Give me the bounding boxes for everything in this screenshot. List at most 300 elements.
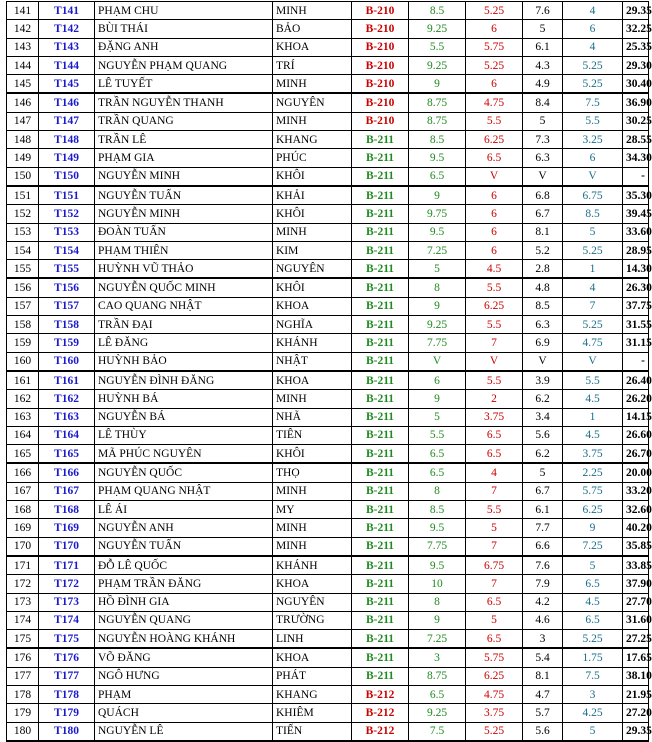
row-number: 161: [7, 371, 39, 390]
exam-room: B-210: [352, 112, 409, 130]
last-middle-name: HỒ ĐÌNH GIA: [95, 593, 273, 611]
row-number: 148: [7, 131, 39, 149]
score-2: 6.5: [466, 445, 523, 464]
score-4: V: [563, 352, 623, 371]
table-row: [7, 556, 649, 575]
exam-room: B-212: [352, 722, 409, 741]
row-number: 180: [7, 722, 39, 741]
score-1: 6.5: [409, 167, 466, 186]
score-4: 6.5: [563, 611, 623, 629]
row-number: 173: [7, 593, 39, 611]
exam-room: B-211: [352, 278, 409, 297]
score-3: 7.7: [523, 519, 563, 537]
last-middle-name: TRẦN ĐẠI: [95, 316, 273, 334]
first-name: KHÔI: [273, 445, 352, 464]
score-1: 9.25: [409, 704, 466, 722]
total-score: 35.85: [623, 537, 649, 556]
last-middle-name: PHẠM QUANG NHẬT: [95, 482, 273, 500]
score-2: 7: [466, 575, 523, 593]
score-4: 6.5: [563, 575, 623, 593]
score-3: 4.3: [523, 56, 563, 74]
table-row: [7, 167, 649, 186]
score-3: 8.5: [523, 297, 563, 315]
score-2: 5.75: [466, 38, 523, 56]
total-score: 39.45: [623, 205, 649, 223]
table-row: [7, 501, 649, 519]
table-row: [7, 56, 649, 74]
total-score: 29.35: [623, 722, 649, 741]
total-score: 28.95: [623, 241, 649, 259]
score-1: 8: [409, 278, 466, 297]
total-score: 26.30: [623, 278, 649, 297]
total-score: 38.10: [623, 667, 649, 685]
score-4: 3: [563, 685, 623, 703]
score-4: 7.25: [563, 537, 623, 556]
score-4: 1: [563, 260, 623, 279]
score-2: V: [466, 352, 523, 371]
student-id: T172: [39, 575, 95, 593]
total-score: 40.20: [623, 519, 649, 537]
exam-room: B-211: [352, 463, 409, 482]
total-score: 31.60: [623, 611, 649, 629]
score-3: 5.2: [523, 241, 563, 259]
table-row: [7, 648, 649, 667]
table-row: [7, 667, 649, 685]
score-3: 7.6: [523, 2, 563, 20]
exam-room: B-210: [352, 93, 409, 112]
score-3: 3.9: [523, 371, 563, 390]
first-name: KHOA: [273, 575, 352, 593]
last-middle-name: NGUYỄN TUẤN: [95, 186, 273, 205]
last-middle-name: NGUYỄN MINH: [95, 167, 273, 186]
score-1: 9: [409, 75, 466, 94]
student-id: T159: [39, 334, 95, 352]
row-number: 144: [7, 56, 39, 74]
table-row: [7, 223, 649, 241]
exam-room: B-212: [352, 704, 409, 722]
total-score: -: [623, 352, 649, 371]
score-1: 7.5: [409, 722, 466, 741]
total-score: 28.55: [623, 131, 649, 149]
score-1: 8.5: [409, 2, 466, 20]
last-middle-name: NGUYỄN TUẤN: [95, 537, 273, 556]
score-1: 5.5: [409, 38, 466, 56]
first-name: PHÁT: [273, 667, 352, 685]
first-name: NHẬT: [273, 352, 352, 371]
exam-room: B-212: [352, 685, 409, 703]
row-number: 164: [7, 426, 39, 444]
total-score: 32.60: [623, 501, 649, 519]
last-middle-name: NGUYỄN QUANG: [95, 611, 273, 629]
score-1: 9: [409, 390, 466, 408]
score-2: 4.75: [466, 93, 523, 112]
first-name: KHIÊM: [273, 704, 352, 722]
score-3: 7.9: [523, 575, 563, 593]
last-middle-name: VÕ ĐĂNG: [95, 648, 273, 667]
total-score: 26.60: [623, 426, 649, 444]
score-2: 5.25: [466, 722, 523, 741]
score-1: 8.75: [409, 93, 466, 112]
student-id: T154: [39, 241, 95, 259]
score-1: 7.25: [409, 630, 466, 649]
row-number: 141: [7, 2, 39, 20]
exam-room: B-211: [352, 334, 409, 352]
score-1: 9: [409, 186, 466, 205]
total-score: 14.15: [623, 408, 649, 426]
score-1: 9.75: [409, 205, 466, 223]
last-middle-name: LÊ TUYẾT: [95, 75, 273, 94]
score-3: 7.6: [523, 556, 563, 575]
score-1: 9.25: [409, 56, 466, 74]
last-middle-name: PHẠM CHU: [95, 2, 273, 20]
score-1: 5: [409, 260, 466, 279]
first-name: LINH: [273, 630, 352, 649]
student-id: T153: [39, 223, 95, 241]
first-name: MINH: [273, 390, 352, 408]
table-row: [7, 482, 649, 500]
score-1: 7.25: [409, 241, 466, 259]
first-name: KHÁNH: [273, 556, 352, 575]
student-id: T143: [39, 38, 95, 56]
last-middle-name: NGUYỄN LÊ: [95, 722, 273, 741]
row-number: 149: [7, 149, 39, 167]
score-4: 7: [563, 297, 623, 315]
score-4: 6: [563, 149, 623, 167]
total-score: 27.70: [623, 593, 649, 611]
table-row: [7, 93, 649, 112]
first-name: KHÔI: [273, 205, 352, 223]
score-table: [6, 1, 652, 742]
total-score: 33.60: [623, 223, 649, 241]
score-3: 6.1: [523, 38, 563, 56]
total-score: 36.90: [623, 93, 649, 112]
score-1: 9.5: [409, 519, 466, 537]
row-number: 155: [7, 260, 39, 279]
table-row: [7, 371, 649, 390]
exam-room: B-211: [352, 205, 409, 223]
total-score: 31.15: [623, 334, 649, 352]
last-middle-name: PHẠM TRẦN ĐĂNG: [95, 575, 273, 593]
row-number: 151: [7, 186, 39, 205]
last-middle-name: PHẠM THIÊN: [95, 241, 273, 259]
score-1: 9.25: [409, 316, 466, 334]
score-4: 2.25: [563, 463, 623, 482]
score-4: 8.5: [563, 205, 623, 223]
student-id: T162: [39, 390, 95, 408]
table-row: [7, 278, 649, 297]
score-3: 5.6: [523, 722, 563, 741]
score-3: 6.1: [523, 501, 563, 519]
score-1: 8: [409, 482, 466, 500]
row-number: 152: [7, 205, 39, 223]
student-id: T158: [39, 316, 95, 334]
first-name: PHÚC: [273, 149, 352, 167]
score-4: 6.75: [563, 186, 623, 205]
score-3: 6.8: [523, 186, 563, 205]
table-row: [7, 593, 649, 611]
first-name: KHÔI: [273, 278, 352, 297]
score-2: 6.25: [466, 297, 523, 315]
score-3: V: [523, 352, 563, 371]
table-row: [7, 241, 649, 259]
first-name: BẢO: [273, 20, 352, 38]
score-3: 6.7: [523, 205, 563, 223]
student-id: T161: [39, 371, 95, 390]
student-id: T173: [39, 593, 95, 611]
score-2: 5.75: [466, 648, 523, 667]
first-name: MINH: [273, 519, 352, 537]
score-2: 3.75: [466, 408, 523, 426]
last-middle-name: TRẦN NGUYỄN THANH: [95, 93, 273, 112]
score-1: 5.5: [409, 426, 466, 444]
score-1: 6: [409, 371, 466, 390]
first-name: KHÁNH: [273, 334, 352, 352]
score-4: 4.75: [563, 334, 623, 352]
score-4: 7.5: [563, 667, 623, 685]
table-row: [7, 2, 649, 20]
student-id: T179: [39, 704, 95, 722]
row-number: 150: [7, 167, 39, 186]
score-2: 5.5: [466, 316, 523, 334]
score-2: 5.5: [466, 112, 523, 130]
first-name: MINH: [273, 537, 352, 556]
table-row: [7, 630, 649, 649]
table-row: [7, 352, 649, 371]
last-middle-name: TRẦN QUANG: [95, 112, 273, 130]
table-row: [7, 426, 649, 444]
score-3: 6.2: [523, 445, 563, 464]
score-3: 6.6: [523, 537, 563, 556]
total-score: 21.95: [623, 685, 649, 703]
score-2: 4: [466, 463, 523, 482]
total-score: 37.75: [623, 297, 649, 315]
row-number: 146: [7, 93, 39, 112]
exam-room: B-211: [352, 648, 409, 667]
exam-room: B-211: [352, 371, 409, 390]
first-name: KHANG: [273, 131, 352, 149]
score-2: 6.25: [466, 667, 523, 685]
first-name: KHOA: [273, 297, 352, 315]
last-middle-name: ĐOÀN TUẤN: [95, 223, 273, 241]
score-3: 6.7: [523, 482, 563, 500]
score-4: 1.75: [563, 648, 623, 667]
student-id: T150: [39, 167, 95, 186]
score-3: 5: [523, 463, 563, 482]
row-number: 169: [7, 519, 39, 537]
row-number: 174: [7, 611, 39, 629]
score-2: 2: [466, 390, 523, 408]
score-3: 8.1: [523, 667, 563, 685]
exam-room: B-211: [352, 445, 409, 464]
score-4: 5.25: [563, 241, 623, 259]
score-1: 8.75: [409, 667, 466, 685]
total-score: 26.40: [623, 371, 649, 390]
student-id: T155: [39, 260, 95, 279]
table-row: [7, 685, 649, 703]
student-id: T147: [39, 112, 95, 130]
score-2: 5.25: [466, 56, 523, 74]
table-row: [7, 75, 649, 94]
student-id: T170: [39, 537, 95, 556]
total-score: 26.70: [623, 445, 649, 464]
score-4: 5: [563, 722, 623, 741]
score-4: 5: [563, 223, 623, 241]
score-2: 6: [466, 20, 523, 38]
score-3: 6.3: [523, 316, 563, 334]
total-score: 30.25: [623, 112, 649, 130]
score-3: 6.9: [523, 334, 563, 352]
row-number: 167: [7, 482, 39, 500]
student-id: T169: [39, 519, 95, 537]
table-row: [7, 20, 649, 38]
first-name: TRƯỜNG: [273, 611, 352, 629]
first-name: KHOA: [273, 38, 352, 56]
exam-room: B-211: [352, 390, 409, 408]
row-number: 145: [7, 75, 39, 94]
score-4: 6.25: [563, 501, 623, 519]
exam-room: B-211: [352, 593, 409, 611]
last-middle-name: NGÔ HƯNG: [95, 667, 273, 685]
exam-room: B-210: [352, 20, 409, 38]
first-name: KIM: [273, 241, 352, 259]
first-name: NGUYÊN: [273, 93, 352, 112]
student-id: T163: [39, 408, 95, 426]
row-number: 147: [7, 112, 39, 130]
table-row: [7, 611, 649, 629]
score-1: 9.25: [409, 20, 466, 38]
student-id: T168: [39, 501, 95, 519]
score-4: 5.25: [563, 630, 623, 649]
last-middle-name: LÊ ĐĂNG: [95, 334, 273, 352]
exam-room: B-211: [352, 352, 409, 371]
exam-room: B-211: [352, 149, 409, 167]
last-middle-name: NGUYỄN QUỐC: [95, 463, 273, 482]
total-score: 27.20: [623, 704, 649, 722]
last-middle-name: LÊ ÁI: [95, 501, 273, 519]
exam-room: B-211: [352, 426, 409, 444]
row-number: 166: [7, 463, 39, 482]
row-number: 156: [7, 278, 39, 297]
exam-room: B-210: [352, 56, 409, 74]
score-2: 6: [466, 205, 523, 223]
first-name: KHOA: [273, 648, 352, 667]
row-number: 162: [7, 390, 39, 408]
last-middle-name: ĐẶNG ANH: [95, 38, 273, 56]
last-middle-name: QUÁCH: [95, 704, 273, 722]
exam-room: B-211: [352, 630, 409, 649]
table-row: [7, 260, 649, 279]
exam-room: B-211: [352, 611, 409, 629]
total-score: 32.25: [623, 20, 649, 38]
table-row: [7, 149, 649, 167]
student-id: T142: [39, 20, 95, 38]
row-number: 175: [7, 630, 39, 649]
row-number: 172: [7, 575, 39, 593]
table-row: [7, 390, 649, 408]
score-2: 7: [466, 537, 523, 556]
score-3: 4.6: [523, 611, 563, 629]
student-id: T157: [39, 297, 95, 315]
total-score: 29.30: [623, 56, 649, 74]
student-id: T177: [39, 667, 95, 685]
first-name: NHÃ: [273, 408, 352, 426]
total-score: -: [623, 167, 649, 186]
score-2: 5.25: [466, 2, 523, 20]
total-score: 26.20: [623, 390, 649, 408]
exam-room: B-211: [352, 316, 409, 334]
student-id: T145: [39, 75, 95, 94]
score-4: 9: [563, 519, 623, 537]
score-3: 7.3: [523, 131, 563, 149]
total-score: 29.35: [623, 2, 649, 20]
student-id: T165: [39, 445, 95, 464]
score-2: 4.75: [466, 685, 523, 703]
last-middle-name: HUỲNH BÁ: [95, 390, 273, 408]
student-id: T176: [39, 648, 95, 667]
score-1: 7.75: [409, 334, 466, 352]
last-middle-name: HUỲNH VŨ THẢO: [95, 260, 273, 279]
score-2: 7: [466, 482, 523, 500]
student-id: T167: [39, 482, 95, 500]
score-3: 4.8: [523, 278, 563, 297]
last-middle-name: NGUYỄN MINH: [95, 205, 273, 223]
exam-room: B-211: [352, 501, 409, 519]
student-id: T171: [39, 556, 95, 575]
score-2: 6: [466, 241, 523, 259]
student-id: T180: [39, 722, 95, 741]
score-2: 6: [466, 75, 523, 94]
first-name: KHANG: [273, 685, 352, 703]
table-row: [7, 463, 649, 482]
table-row: [7, 722, 649, 741]
student-id: T141: [39, 2, 95, 20]
score-3: 5: [523, 20, 563, 38]
score-2: 6.5: [466, 426, 523, 444]
last-middle-name: NGUYỄN ANH: [95, 519, 273, 537]
score-3: 6.3: [523, 149, 563, 167]
score-2: 4.5: [466, 260, 523, 279]
first-name: TRÍ: [273, 56, 352, 74]
student-id: T166: [39, 463, 95, 482]
row-number: 171: [7, 556, 39, 575]
total-score: 37.90: [623, 575, 649, 593]
last-middle-name: PHẠM GIA: [95, 149, 273, 167]
last-middle-name: NGUYỄN HOÀNG KHÁNH: [95, 630, 273, 649]
score-1: 8.75: [409, 112, 466, 130]
score-1: 6.5: [409, 685, 466, 703]
score-3: 3: [523, 630, 563, 649]
table-row: [7, 704, 649, 722]
last-middle-name: BÙI THÁI: [95, 20, 273, 38]
last-middle-name: NGUYỄN BÁ: [95, 408, 273, 426]
row-number: 159: [7, 334, 39, 352]
total-score: 14.30: [623, 260, 649, 279]
score-1: 10: [409, 575, 466, 593]
exam-room: B-211: [352, 408, 409, 426]
score-3: 4.2: [523, 593, 563, 611]
score-2: 5.5: [466, 371, 523, 390]
row-number: 142: [7, 20, 39, 38]
score-2: 5: [466, 519, 523, 537]
row-number: 157: [7, 297, 39, 315]
score-4: 1: [563, 408, 623, 426]
first-name: NGUYÊN: [273, 260, 352, 279]
row-number: 176: [7, 648, 39, 667]
total-score: 17.65: [623, 648, 649, 667]
score-4: 4: [563, 38, 623, 56]
score-4: 7.5: [563, 93, 623, 112]
score-4: 5.75: [563, 482, 623, 500]
